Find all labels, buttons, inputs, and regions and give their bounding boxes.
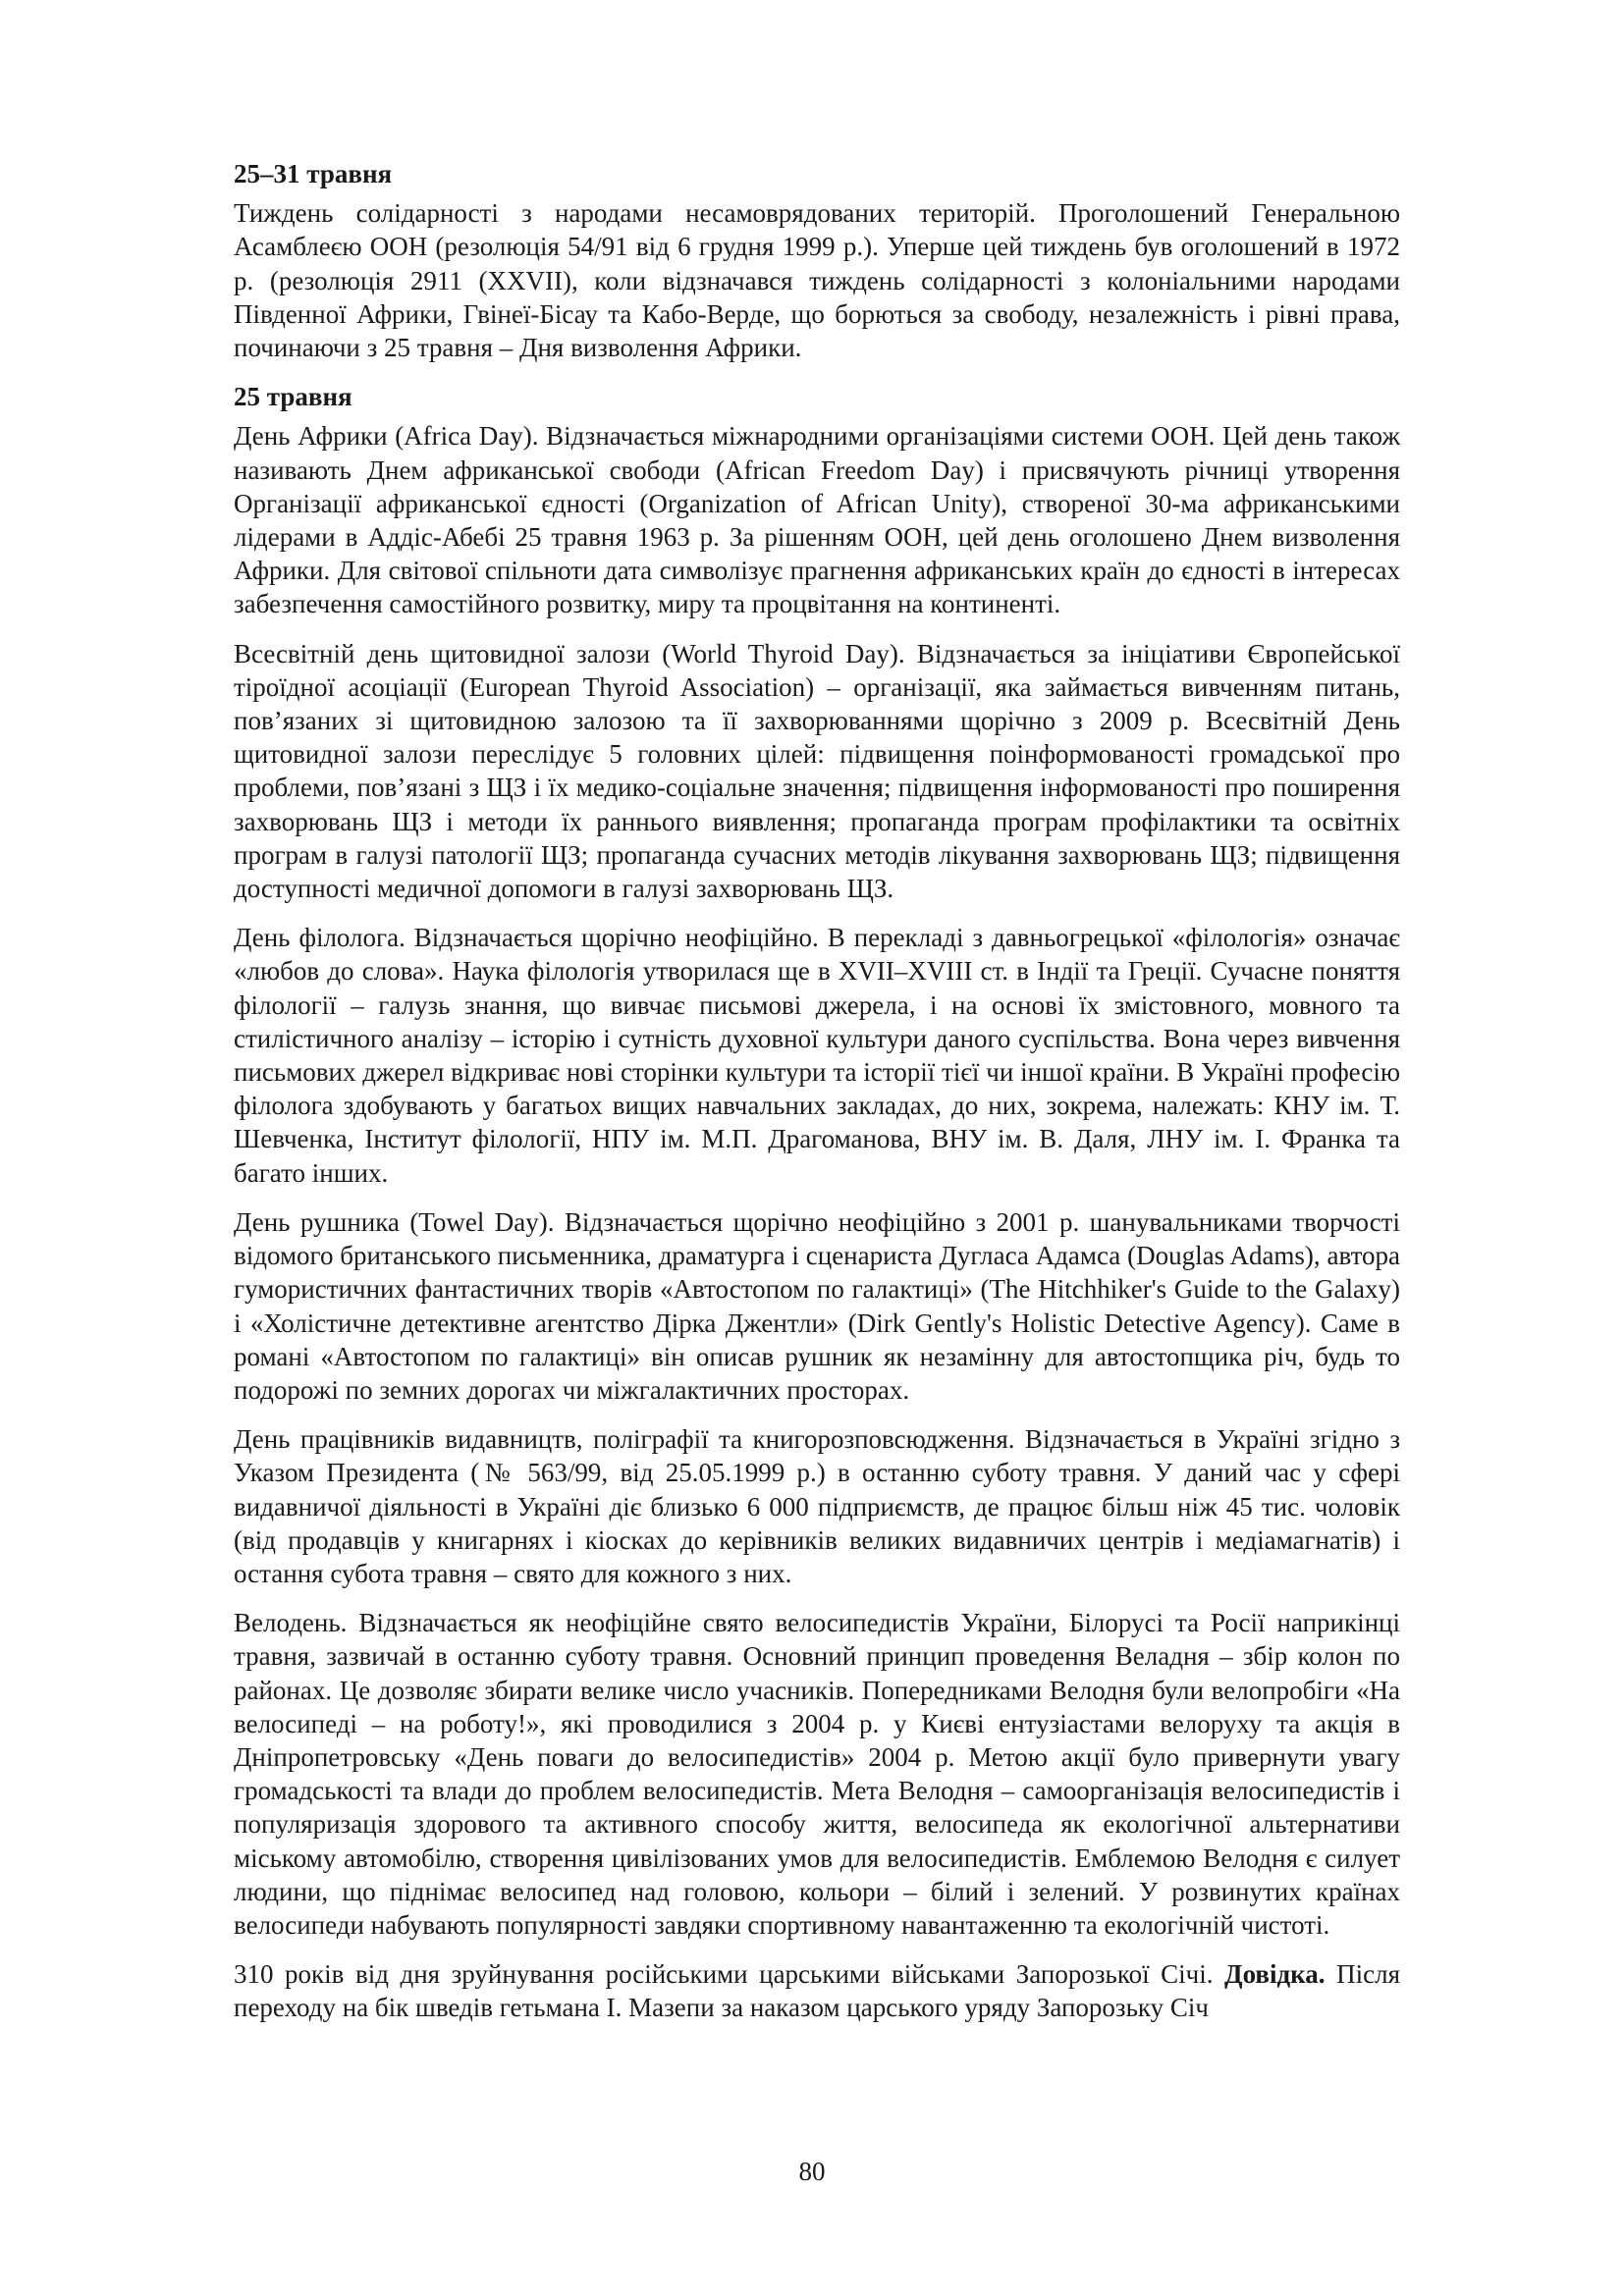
paragraph-publishers-day: День працівників видавництв, поліграфії та книгорозповсюдження. Відзначається в Україні згідно з Указом Президента (№ 563/99, від 25.05.1999 р.) в останню суботу травня. У даний час у сфері видавничої діяльності в Україні діє близько 6 000 підприємств, де працює більш ніж 45 тис. чоловік (від продавців у книгарнях і кіосках до керівників великих видавничих центрів і медіамагнатів) і остання субота травня – свято для кожного з них.	[234, 1424, 1400, 1588]
page-number: 80	[798, 2157, 826, 2186]
paragraph-thyroid-day: Всесвітній день щитовидної залози (World Thyroid Day). Відзначається за ініціативи Європейської тіроїдної асоціації (European Thyroid Association) – організації, яка займається вивченням питань, пов’язаних зі щитовидною залозою та її захворюваннями щорічно з 2009 р. Всесвітній День щитовидної залози переслідує 5 головних цілей: підвищення поінформованості громадської про проблеми, пов’язані з ЩЗ і їх медико-соціальне значення; підвищення інформованості про поширення захворювань ЩЗ і методи їх раннього виявлення; пропаганда програм профілактики та освітніх програм в галузі патології ЩЗ; пропаганда сучасних методів лікування захворювань ЩЗ; підвищення доступності медичної допомоги в галузі захворювань ЩЗ.	[234, 638, 1400, 904]
paragraph-philologist-day: День філолога. Відзначається щорічно неофіційно. В перекладі з давньогрецької «філологія» означає «любов до слова». Наука філологія утворилася ще в XVII–XVIII ст. в Індії та Греції. Сучасне поняття філології – галузь знання, що вивчає письмові джерела, і на основі їх змістовного, мовного та стилістичного аналізу – історію і сутність духовної культури даного суспільства. Вона через вивчення письмових джерел відкриває нові сторінки культури та історії тієї чи іншої країни. В Україні професію філолога здобувають у багатьох вищих навчальних закладах, до них, зокрема, належать: КНУ ім. Т. Шевченка, Інститут філології, НПУ ім. М.П. Драгоманова, ВНУ ім. В. Даля, ЛНУ ім. І. Франка та багато інших.	[234, 923, 1400, 1188]
paragraph-africa-day: День Африки (Africa Day). Відзначається міжнародними організаціями системи ООН. Цей день також називають Днем африканської свободи (African Freedom Day) і присвячують річниці утворення Організації африканської єдності (Organization of African Unity), створеної 30-ма африканськими лідерами в Аддіс-Абебі 25 травня 1963 р. За рішенням ООН, цей день оголошено Днем визволення Африки. Для світової спільноти дата символізує прагнення африканських країн до єдності в інтересах забезпечення самостійного розвитку, миру та процвітання на континенті.	[234, 421, 1400, 619]
paragraph-zaporozhian-sich	[234, 1957, 1400, 2024]
sich-text-after: Після переходу на бік шведів гетьмана І. Мазепи за наказом царського уряду Запорозьку Січ	[234, 1959, 1400, 2023]
paragraph-towel-day: День рушника (Towel Day). Відзначається щорічно неофіційно з 2001 р. шанувальниками творчості відомого британського письменника, драматурга і сценариста Дугласа Адамса (Douglas Adams), автора гумористичних фантастичних творів «Автостопом по галактиці» (The Hitchhiker's Guide to the Galaxy) і «Холістичне детективне агентство Дірка Джентли» (Dirk Gently's Holistic Detective Agency). Саме в романі «Автостопом по галактиці» він описав рушник як незамінну для автостопщика річ, будь то подорожі по земних дорогах чи міжгалактичних просторах.	[234, 1206, 1400, 1405]
page-content	[234, 157, 1400, 2025]
section-heading-25-may: 25 травня	[234, 382, 352, 412]
paragraph-solidarity-week: Тиждень солідарності з народами несамоврядованих територій. Проголошений Генеральною Асамблеєю ООН (резолюція 54/91 від 6 грудня 1999 р.). Уперше цей тиждень був оголошений в 1972 р. (резолюція 2911 (XXVII), коли відзначався тиждень солідарності з колоніальними народами Південної Африки, Гвінеї-Бісау та Кабо-Верде, що борються за свободу, незалежність і рівні права, починаючи з 25 травня – Дня визволення Африки.	[234, 198, 1400, 363]
section-heading-25-31-may: 25–31 травня	[234, 159, 393, 188]
sich-reference-label: Довідка.	[1224, 1959, 1326, 1990]
sich-text-before: 310 років від дня зруйнування російськими царськими військами Запорозької Січі.	[234, 1959, 1214, 1990]
paragraph-bike-day: Велодень. Відзначається як неофіційне свято велосипедистів України, Білорусі та Росії наприкінці травня, зазвичай в останню суботу травня. Основний принцип проведення Веладня – збір колон по районах. Це дозволяє збирати велике число учасників. Попередниками Велодня були велопробіги «На велосипеді – на роботу!», які проводилися з 2004 р. у Києві ентузіастами велоруху та акція в Дніпропетровську «День поваги до велосипедистів» 2004 р. Метою акції було привернути увагу громадськості та влади до проблем велосипедистів. Мета Велодня – самоорганізація велосипедистів і популяризація здорового та активного способу життя, велосипеда як екологічної альтернативи міському автомобілю, створення цивілізованих умов для велосипедистів. Емблемою Велодня є силует людини, що піднімає велосипед над головою, кольори – білий і зелений. У розвинутих країнах велосипеди набувають популярності завдяки спортивному навантаженню та екологічній чистоті.	[234, 1608, 1400, 1940]
